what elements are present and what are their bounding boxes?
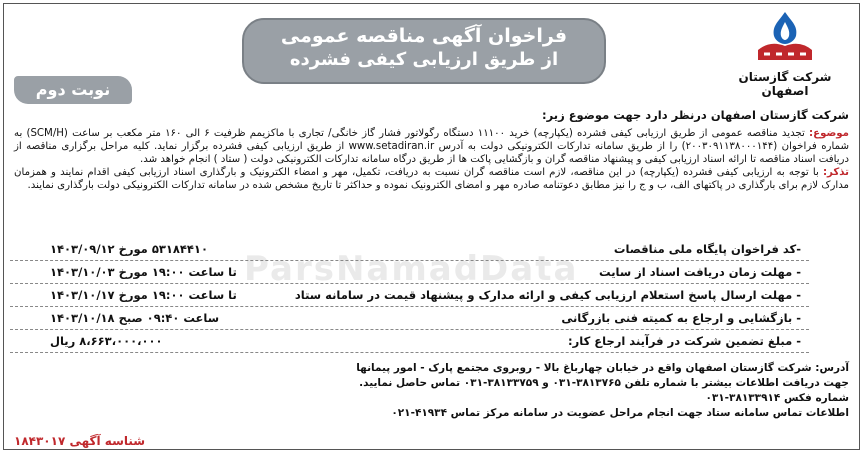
subject-label: موضوع:	[809, 128, 849, 139]
tender-ad	[3, 3, 860, 450]
schedule-label: - مبلغ تضمین شرکت در فرآیند ارجاع کار:	[568, 334, 801, 348]
note-paragraph	[14, 166, 849, 192]
schedule-label: -کد فراخوان پایگاه ملی مناقصات	[613, 242, 801, 256]
subject-text: تجدید مناقصه عمومی از طریق ارزیابی کیفی فشرده (یکپارچه) خرید ۱۱۱۰۰ دستگاه رگولاتور فشار گاز خانگی/ تجاری با ماکزیمم ظرفیت ۶ الی ۱۶۰ متر مکعب بر ساعت (SCM/H) به شماره فراخوان (۲۰۰۳۰۹۱۱۳۸۰۰۰۱۴۴) را از طریق سامانه تدارکات الکترونیکی دولت به آدرس www.setadiran.ir از طریق ارزیابی کیفی فشرده برگزار نماید. کلیه مراحل برگزاری مناقصه از دریافت اسناد مناقصه تا ارائه اسناد ارزیابی کیفی و پیشنهاد مناقصه گران و بازگشایی پاکت ها از طریق درگاه سامانه تدارکات الکترونیکی دولت ( ستاد ) انجام خواهد شد.	[14, 128, 849, 165]
schedule-row	[10, 261, 809, 284]
title-line-1: فراخوان آگهی مناقصه عمومی	[280, 25, 568, 47]
subject-paragraph	[14, 127, 849, 166]
schedule-table	[10, 238, 809, 353]
schedule-row	[10, 284, 809, 307]
phones-line: جهت دریافت اطلاعات بیشتر با شماره تلفن ۳۸۱۳۷۶۵-۰۳۱ و ۳۸۱۳۳۷۵۹-۰۳۱ تماس حاصل نمایید.	[359, 377, 849, 389]
setad-contact-line: اطلاعات تماس سامانه ستاد جهت انجام مراحل عضویت در سامانه مرکز تماس ۴۱۹۳۴-۰۲۱	[391, 407, 849, 419]
schedule-label: - بازگشایی و ارجاع به کمیته فنی بازرگانی	[561, 311, 801, 325]
schedule-value: ۸،۶۶۳،۰۰۰،۰۰۰ ریال	[50, 334, 163, 348]
title-line-2: از طریق ارزیابی کیفی فشرده	[289, 49, 559, 70]
contact-footer	[14, 361, 849, 421]
schedule-row	[10, 330, 809, 353]
ad-id: شناسه آگهی ۱۸۴۳۰۱۷	[14, 434, 146, 448]
schedule-value: ۵۳۱۸۴۴۱۰ مورخ ۱۴۰۳/۰۹/۱۲	[50, 242, 208, 256]
schedule-label: - مهلت ارسال پاسخ استعلام ارزیابی کیفی و ارائه مدارک و پیشنهاد قیمت در سامانه ستاد	[294, 288, 801, 302]
schedule-value: تا ساعت ۱۹:۰۰ مورخ ۱۴۰۳/۱۰/۰۳	[50, 265, 237, 279]
note-label: تذکر:	[822, 167, 849, 178]
schedule-value: تا ساعت ۱۹:۰۰ مورخ ۱۴۰۳/۱۰/۱۷	[50, 288, 237, 302]
address-line: آدرس: شرکت گازستان اصفهان واقع در خیابان چهارباغ بالا - روبروی مجتمع پارک - امور پیمانها	[356, 362, 849, 374]
schedule-row	[10, 307, 809, 330]
body-text	[14, 127, 849, 192]
schedule-row	[10, 238, 809, 261]
intro-text: شرکت گازستان اصفهان درنظر دارد جهت موضوع زیر:	[542, 108, 849, 122]
header	[4, 4, 859, 104]
company-logo	[725, 10, 845, 98]
watermark: ParsNamadData	[244, 249, 579, 289]
fax-line: شماره فکس ۳۸۱۳۳۹۱۴-۰۳۱	[705, 392, 849, 404]
title-banner	[242, 18, 606, 84]
schedule-label: - مهلت زمان دریافت اسناد از سایت	[599, 265, 801, 279]
round-badge: نوبت دوم	[14, 76, 132, 104]
schedule-value: ساعت ۰۹:۴۰ صبح ۱۴۰۳/۱۰/۱۸	[50, 311, 220, 325]
gas-company-logo-icon	[750, 10, 820, 64]
company-name: شرکت گازستان اصفهان	[738, 70, 832, 98]
note-text: با توجه به ارزیابی کیفی فشرده (یکپارچه) در این مناقصه، لازم است مناقصه گران نسبت به دریافت، تکمیل، مهر و امضاء الکترونیک و بارگذاری اسناد ارزیابی کیفی اقدام نمایند و همزمان مدارک لازم برای بارگذاری در پاکتهای الف، ب و ج را نیز مطابق دعوتنامه صادره مهر و امضای الکترونیک نموده و حداکثر تا تاریخ مشخص شده در سامانه تدارکات الکترونیکی دولت بارگذاری نمایند.	[14, 167, 849, 191]
